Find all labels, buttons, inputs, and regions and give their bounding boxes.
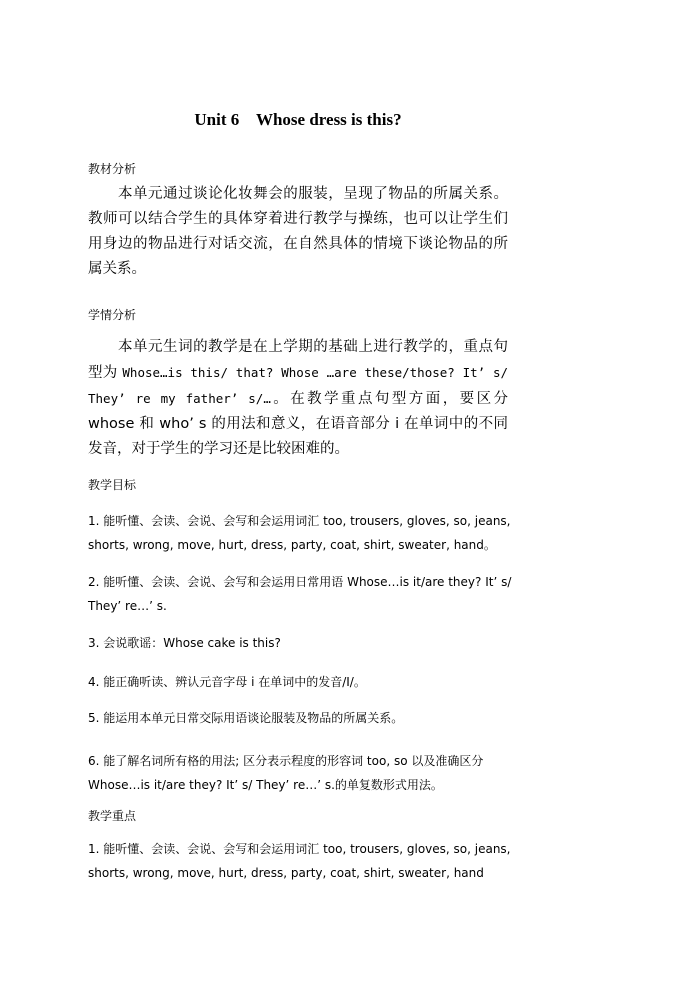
student-analysis-part-1: 本单元生词的教学是在上学期的基础上进行教学的，重点句型为	[88, 339, 508, 381]
key-point-item-1: 1. 能听懂、会读、会说、会写和会运用词汇 too, trousers, gloves, so, jeans, shorts, wrong, move, hurt, dress, party, coat, shirt, sweater, hand	[88, 842, 511, 880]
goal-item-4: 4. 能正确听读、辨认元音字母 i 在单词中的发音/I/。	[88, 675, 366, 689]
goal-item-3: 3. 会说歌谣：Whose cake is this?	[88, 636, 281, 650]
student-analysis-part-2: 。在教学重点句型方面，要区分 whose 和 who’ s 的用法和意义，在语音部分 i 在单词中的不同发音，对于学生的学习还是比较困难的。	[88, 391, 509, 457]
student-analysis-sentence-patterns: Whose…is this/ that? Whose …are these/those? It’ s/ They’ re my father’ s/…	[88, 365, 509, 406]
page-title: Unit 6 Whose dress is this?	[194, 110, 402, 129]
goal-item-1: 1. 能听懂、会读、会说、会写和会运用词汇 too, trousers, gloves, so, jeans, shorts, wrong, move, hurt, dress, party, coat, shirt, sweater, hand。	[88, 514, 511, 552]
heading-teaching-key-points: 教学重点	[88, 809, 137, 823]
heading-teaching-goals: 教学目标	[88, 478, 137, 492]
paragraph-student-analysis	[88, 335, 508, 462]
heading-material-analysis: 教材分析	[88, 162, 137, 176]
goal-item-6: 6. 能了解名词所有格的用法; 区分表示程度的形容词 too, so 以及准确区分 Whose…is it/are they? It’ s/ They’ re…’ s.的单复数形式用法。	[88, 754, 484, 792]
goal-item-5: 5. 能运用本单元日常交际用语谈论服装及物品的所属关系。	[88, 711, 404, 725]
paragraph-material-analysis: 本单元通过谈论化妆舞会的服装，呈现了物品的所属关系。教师可以结合学生的具体穿着进行教学与操练，也可以让学生们用身边的物品进行对话交流，在自然具体的情境下谈论物品的所属关系。	[88, 186, 508, 277]
goal-item-2: 2. 能听懂、会读、会说、会写和会运用日常用语 Whose…is it/are they? It’ s/ They’ re…’ s.	[88, 575, 512, 613]
heading-student-analysis: 学情分析	[88, 308, 137, 322]
